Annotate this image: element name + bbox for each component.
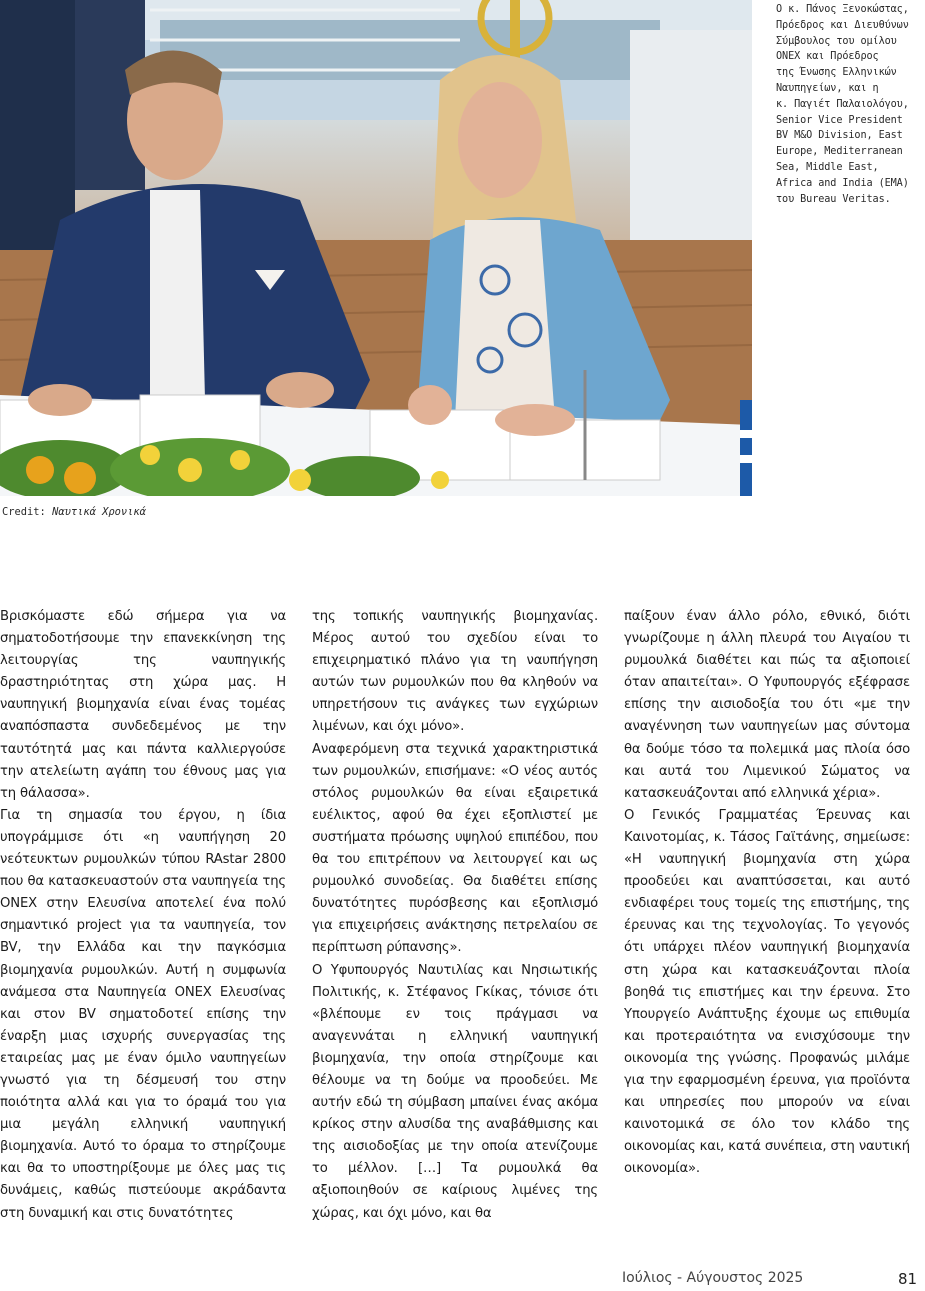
paragraph: παίξουν έναν άλλο ρόλο, εθνικό, διότι γνωρίζουμε η άλλη πλευρά του Αιγαίου τι ρυμουλκά διαθέτει και πώς τα αξιοποιεί όταν απαιτείται». Ο Υφυπουργός εξέφρασε επίσης την αισιοδοξία του ότι «με την αναγέννηση των ναυπηγείων μας σύντομα θα δούμε τόσο τα πολεμικά μας πλοία όσο και αυτά του Λιμενικού Σώματος να κατασκευάζονται από ελληνικά χέρια». bbox=[624, 609, 910, 801]
article-column-3 bbox=[624, 606, 910, 1180]
paragraph: της τοπικής ναυπηγικής βιομηχανίας. Μέρος αυτού του σχεδίου είναι το επιχειρηματικό πλάνο για τη ναυπήγηση αυτών των ρυμουλκών που θα κληθούν να υπηρετήσουν τις ανάγκες των εγχώριων λιμένων, και όχι μόνο». bbox=[312, 609, 598, 735]
article-column-1 bbox=[0, 606, 286, 1225]
paragraph: Αναφερόμενη στα τεχνικά χαρακτηριστικά των ρυμουλκών, επισήμανε: «Ο νέος αυτός στόλος ρυμουλκών θα είναι εξαιρετικά ευέλικτος, αφού θα έχει εξοπλιστεί με συστήματα πρόωσης υψηλού επιπέδου, που θα του επιτρέπουν να λειτουργεί και ως ρυμουλκό συνοδείας. Θα διαθέτει επίσης δυνατότητες πυρόσβεσης και εξοπλισμό για επιχειρήσεις ανάκτησης πετρελαίου σε περίπτωση ρύπανσης». bbox=[312, 741, 598, 956]
credit-source: Ναυτικά Χρονικά bbox=[52, 506, 146, 518]
paragraph: Ο Υφυπουργός Ναυτιλίας και Νησιωτικής Πολιτικής, κ. Στέφανος Γκίκας, τόνισε ότι «βλέπουμε εν τοις πράγμασι να αναγεννάται η ελληνική ναυπηγική βιομηχανία, την οποία στηρίζουμε και θέλουμε να τη δούμε να προοδεύει. Με αυτήν εδώ τη σύμβαση μπαίνει ένας ακόμα κρίκος στην αλυσίδα της αναβάθμισης και της αισιοδοξίας με την οποία ατενίζουμε το μέλλον. […] Τα ρυμουλκά θα αξιοποιηθούν σε καίριους λιμένες της χώρας, και όχι μόνο, και θα bbox=[312, 962, 598, 1221]
page-number: 81 bbox=[898, 1270, 918, 1288]
photo-caption: Ο κ. Πάνος Ξενοκώστας, Πρόεδρος και Διευθύνων Σύμβουλος του ομίλου ONEX και Πρόεδρος της Ένωσης Ελληνικών Ναυπηγείων, και η κ. Παγιέτ Παλαιολόγου, Senior Vice President BV M&O Division, East Europe, Mediterranean Sea, Middle East, Africa and India (EMA) του Bureau Veritas. bbox=[776, 4, 909, 205]
article-column-2 bbox=[312, 606, 598, 1225]
paragraph: Για τη σημασία του έργου, η ίδια υπογράμμισε ότι «η ναυπήγηση 20 νεότευκτων ρυμουλκών τύπου RAstar 2800 που θα κατασκευαστούν στα ναυπηγεία της ONEX στην Ελευσίνα αποτελεί ένα πολύ σημαντικό project για τα ναυπηγεία, τον BV, την Ελλάδα και την παγκόσμια βιομηχανία ρυμουλκών. Αυτή η συμφωνία ανάμεσα στα Ναυπηγεία ONEX Ελευσίνας και στον BV σηματοδοτεί επίσης την έναρξη μιας ισχυρής συνεργασίας της εταιρείας μας με έναν όμιλο ναυπηγείων γνωστό για τη δέσμευσή του στην ποιότητα αλλά και για το όραμά του για μια μεγάλη ελληνική ναυπηγική βιομηχανία. Αυτό το όραμα το στηρίζουμε και θα το υποστηρίξουμε με όλες μας τις δυνάμεις, καθώς πιστεύουμε ακράδαντα στη δυναμική και στις δυνατότητες bbox=[0, 807, 286, 1221]
signing-ceremony-photo bbox=[0, 0, 752, 496]
paragraph: Βρισκόμαστε εδώ σήμερα για να σηματοδοτήσουμε την επανεκκίνηση της λειτουργίας της ναυπηγικής δραστηριότητας στη χώρα μας. Η ναυπηγική βιομηχανία είναι ένας τομέας αναπόσπαστα συνδεδεμένος με την ταυτότητά μας και πάντα καλλιεργούσε την ατελείωτη αγάπη του έθνους μας για τη θάλασσα». bbox=[0, 609, 286, 801]
photo-credit bbox=[2, 506, 146, 518]
credit-label: Credit: bbox=[2, 506, 46, 518]
paragraph: Ο Γενικός Γραμματέας Έρευνας και Καινοτομίας, κ. Τάσος Γαϊτάνης, σημείωσε: «Η ναυπηγική βιομηχανία στη χώρα προοδεύει και αναπτύσσεται, και αυτό ενδιαφέρει τους τομείς της επιστήμης, της έρευνας και της τεχνολογίας. Το γεγονός ότι υπάρχει πλέον ναυπηγική βιομηχανία στη χώρα και κατασκευάζονται πλοία βοηθά τις επιστήμες και την έρευνα. Στο Υπουργείο Ανάπτυξης έχουμε ως επιθυμία και προτεραιότητα να ενισχύσουμε την οικονομία της γνώσης. Προφανώς μιλάμε για την εφαρμοσμένη έρευνα, για προϊόντα και υπηρεσίες που μπορούν να είναι καινοτομικά σε όλο τον κλάδο της οικονομίας και, κατά συνέπεια, στη ναυτική οικονομία». bbox=[624, 807, 910, 1177]
issue-date: Ιούλιος - Αύγουστος 2025 bbox=[622, 1270, 804, 1286]
